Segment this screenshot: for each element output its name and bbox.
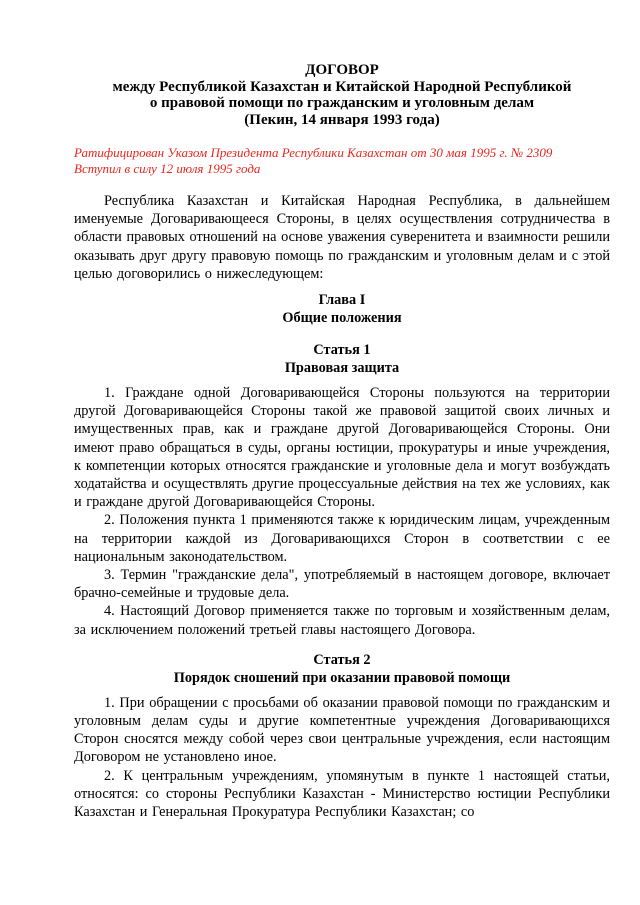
chapter-1-heading (74, 291, 610, 327)
ratification-decree-line: Ратифицирован Указом Президента Республики Казахстан от 30 мая 1995 г. № 2309 (74, 145, 553, 160)
article-2-number: Статья 2 (313, 651, 371, 668)
preamble-paragraph: Республика Казахстан и Китайская Народная Республика, в дальнейшем именуемые Договаривающееся Стороны, в целях осуществления сотрудничества в области правовых отношений на основе уважения суверенитета и взаимности решили оказывать друг другу правовую помощь по гражданским и уголовным делам и с этой целью договорились о нижеследующем: (74, 193, 610, 282)
chapter-1-number: Глава I (318, 292, 366, 309)
document-title-block (74, 62, 610, 128)
article-2-paragraph-2: 2. К центральным учреждениям, упомянутым в пункте 1 настоящей статьи, относятся: со стороны Республики Казахстан - Министерство юстиции Республики Казахстан и Генеральная Прокуратура Республики Казахстан; со (74, 767, 610, 821)
article-1-number: Статья 1 (313, 342, 371, 359)
article-1-paragraph-2: 2. Положения пункта 1 применяются также к юридическим лицам, учрежденным на территории каждой из Договаривающихся Сторон в соответствии с ее национальным законодательством. (74, 512, 610, 565)
document-title-place-date: (Пекин, 14 января 1993 года) (244, 111, 440, 128)
article-1-paragraph-3: 3. Термин "гражданские дела", употребляемый в настоящем договоре, включает брачно-семейные и трудовые дела. (74, 567, 610, 602)
chapter-1-title: Общие положения (282, 310, 402, 327)
article-1-paragraph-1: 1. Граждане одной Договаривающейся Стороны пользуются на территории другой Договаривающейся Стороны такой же правовой защитой своих личных и имущественных прав, как и граждане другой Договаривающейся Стороны. Они имеют право обращаться в суды, органы юстиции, прокуратуры и иные учреждения, к компетенции которых относятся гражданские и уголовные дела и могут возбуждать ходатайства и осуществлять другие процессуальные действия на тех же условиях, как и граждане другой Договаривающейся Стороны. (74, 385, 610, 511)
article-1-heading (74, 341, 610, 377)
article-1-title: Правовая защита (284, 360, 400, 377)
article-2-title: Порядок сношений при оказании правовой помощи (173, 669, 511, 686)
ratification-note (74, 145, 610, 177)
document-title-subject: о правовой помощи по гражданским и уголовным делам (149, 95, 535, 111)
article-2-paragraph-1: 1. При обращении с просьбами об оказании правовой помощи по гражданским и уголовным делам суды и другие компетентные учреждения Договаривающихся Сторон сносятся между собой через свои центральные учреждения, если настоящим Договором не установлено иное. (74, 694, 610, 766)
entry-into-force-line: Вступил в силу 12 июля 1995 года (74, 161, 261, 176)
document-title: ДОГОВОР (305, 62, 379, 78)
article-2-heading (74, 651, 610, 687)
article-1-paragraph-4: 4. Настоящий Договор применяется также по торговым и хозяйственным делам, за исключением положений третьей главы настоящего Договора. (74, 603, 610, 638)
document-title-parties: между Республикой Казахстан и Китайской Народной Республикой (112, 78, 572, 95)
